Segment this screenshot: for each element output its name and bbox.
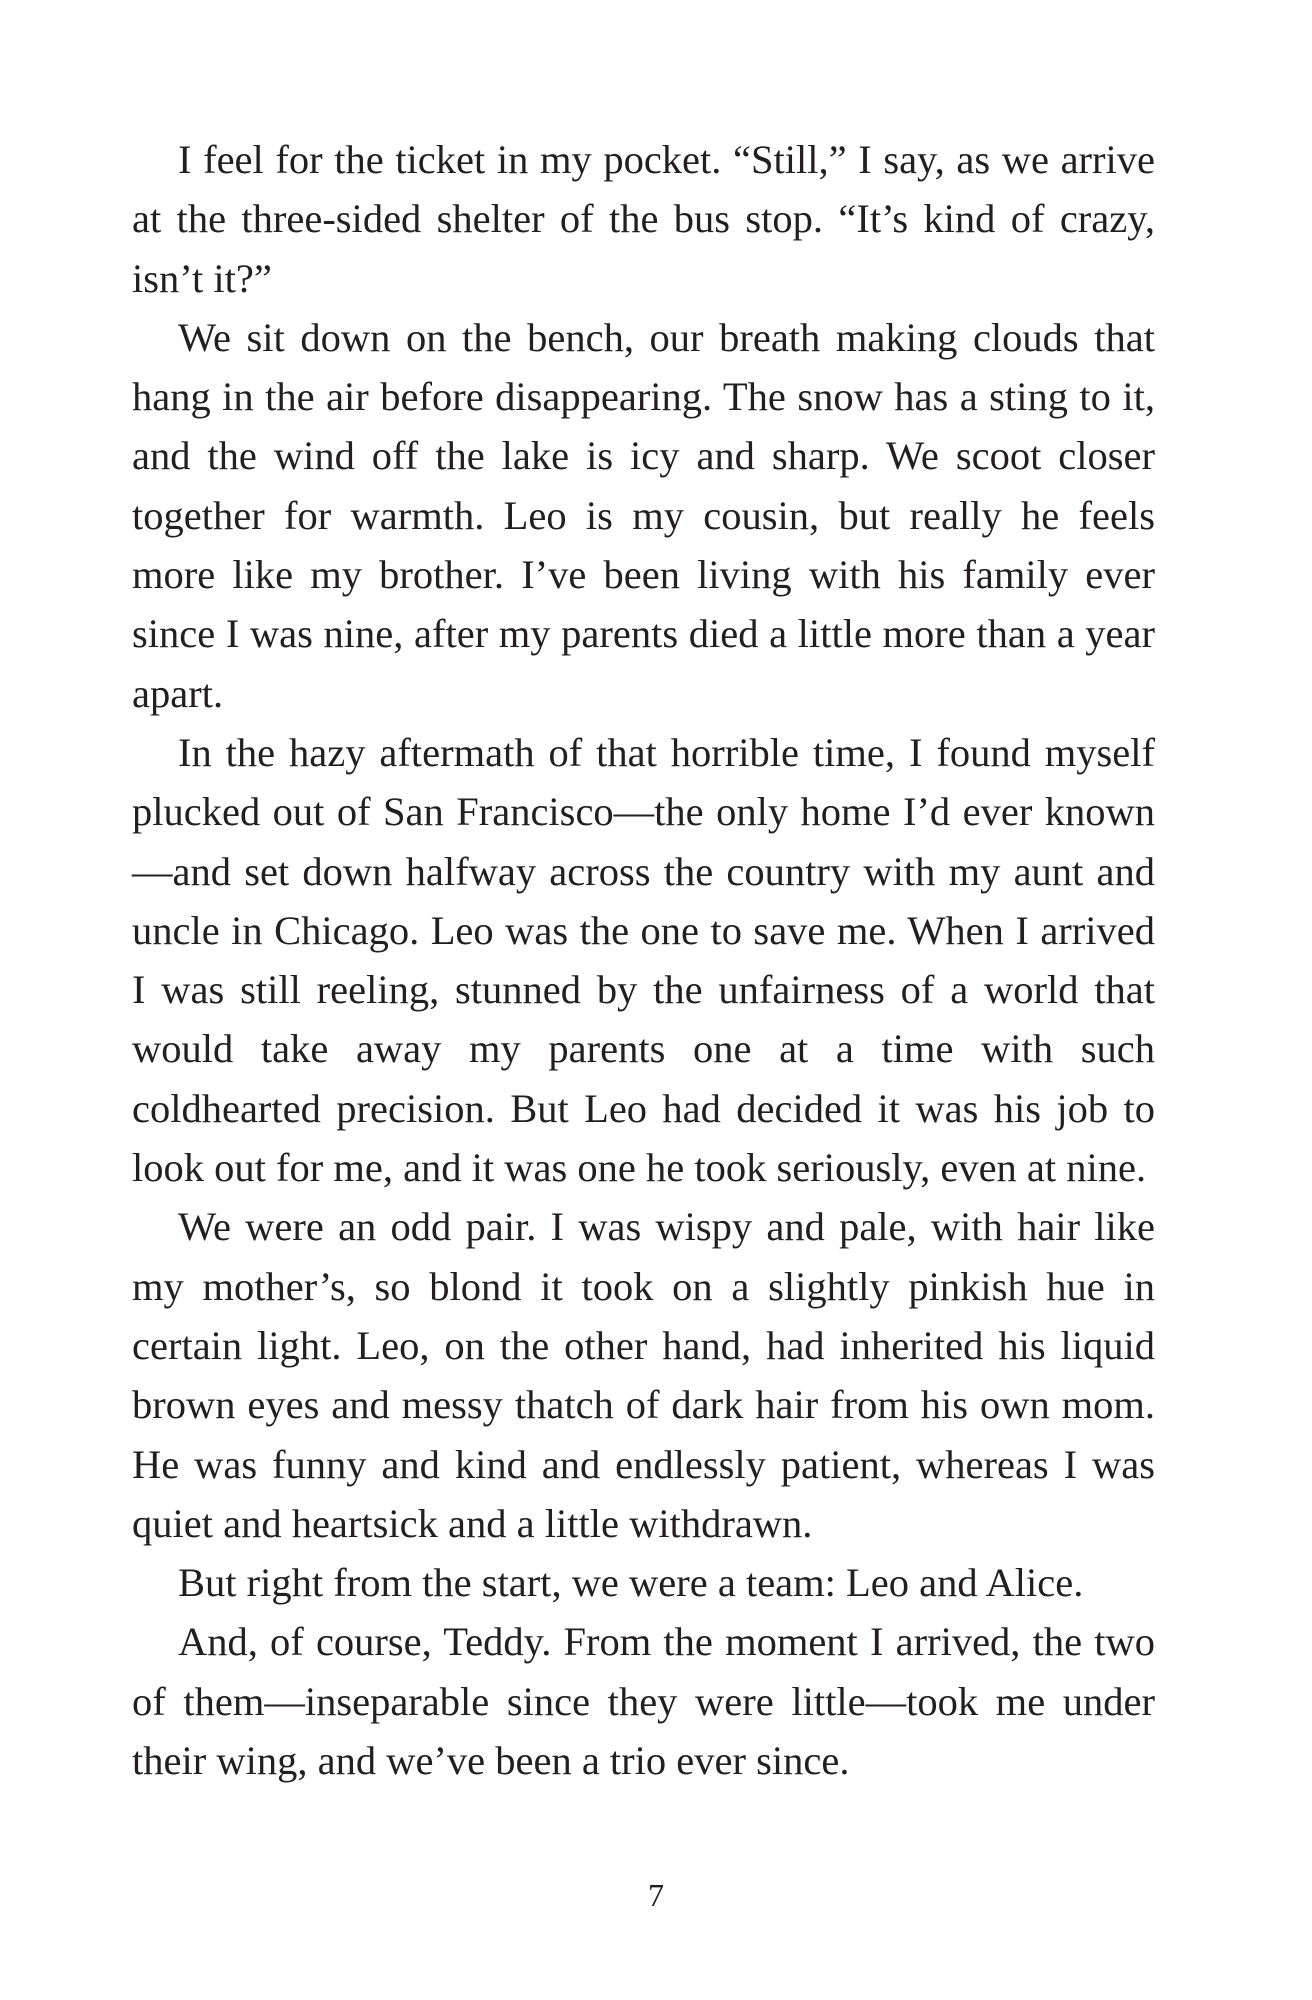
body-text — [132, 130, 1155, 1790]
paragraph-4: We were an odd pair. I was wispy and pale, with hair like my mother’s, so blond it took on a slightly pinkish hue in certain light. Leo, on the other hand, had inherited his liquid brown eyes and messy thatch of dark hair from his own mom. He was funny and kind and endlessly patient, whereas I was quiet and heartsick and a little withdrawn. — [132, 1204, 1155, 1546]
page-number: 7 — [648, 1877, 664, 1913]
paragraph-3: In the hazy aftermath of that horrible time, I found myself plucked out of San Francisco—the only home I’d ever known—and set down halfway across the country with my aunt and uncle in Chicago. Leo was the one to save me. When I arrived I was still reeling, stunned by the unfairness of a world that would take away my parents one at a time with such coldhearted precision. But Leo had decided it was his job to look out for me, and it was one he took seriously, even at nine. — [132, 729, 1155, 1191]
paragraph-2: We sit down on the bench, our breath making clouds that hang in the air before disappearing. The snow has a sting to it, and the wind off the lake is icy and sharp. We scoot closer together for warmth. Leo is my cousin, but really he feels more like my brother. I’ve been living with his family ever since I was nine, after my parents died a little more than a year apart. — [132, 314, 1155, 716]
paragraph-1: I feel for the ticket in my pocket. “Still,” I say, as we arrive at the three-sided shelter of the bus stop. “It’s kind of crazy, isn’t it?” — [132, 137, 1155, 301]
paragraph-6: And, of course, Teddy. From the moment I arrived, the two of them—inseparable since they were little—took me under their wing, and we’ve been a trio ever since. — [132, 1619, 1155, 1784]
paragraph-5: But right from the start, we were a team: Leo and Alice. — [178, 1560, 1084, 1606]
